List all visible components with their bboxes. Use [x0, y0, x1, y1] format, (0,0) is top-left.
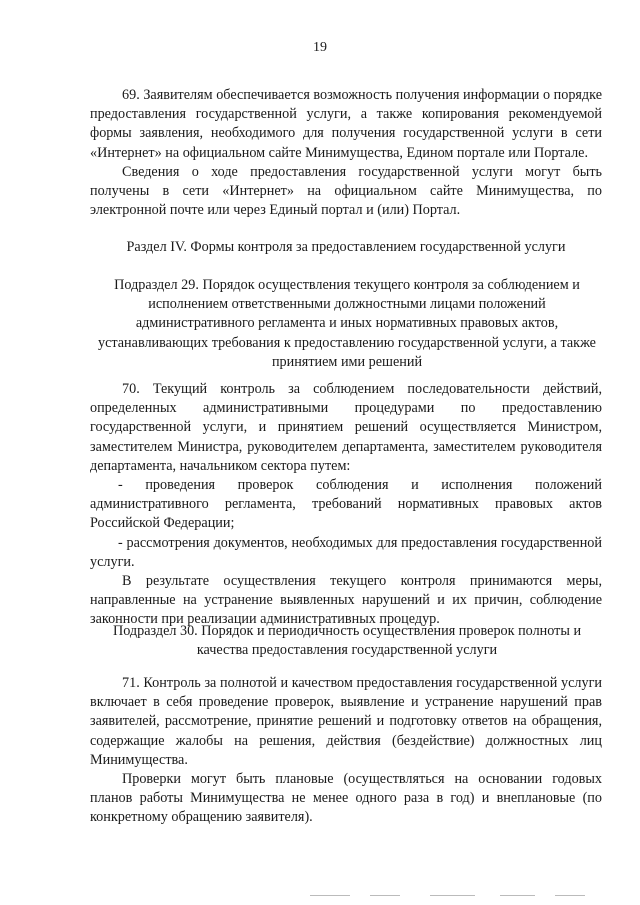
clause-69	[90, 86, 602, 220]
clause-71	[90, 674, 602, 828]
subsection-29-heading: Подраздел 29. Порядок осуществления текущего контроля за соблюдением и исполнением ответственными должностными лицами положений административного регламента и иных нормативных правовых актов, устанавливающих требования к предоставлению государственной услуги, а также принятием ими решений	[98, 277, 596, 370]
clause-70	[90, 380, 602, 630]
paragraph-69: 69. Заявителям обеспечивается возможность получения информации о порядке предоставления государственной услуги, а также копирования рекомендуемой формы заявления, необходимого для получения государственной услуги в сети «Интернет» на официальном сайте Минимущества, Едином портале или Портале.	[90, 87, 602, 161]
subsection-30-heading-block	[94, 622, 600, 660]
paragraph-70-item-checks: - проведения проверок соблюдения и исполнения положений административного регламента, требований нормативных правовых актов Российской Федерации;	[90, 477, 602, 532]
paragraph-71-checks: Проверки могут быть плановые (осуществляться на основании годовых планов работы Минимущества не менее одного раза в год) и внеплановые (по конкретному обращению заявителя).	[90, 771, 602, 826]
subsection-30-heading: Подраздел 30. Порядок и периодичность осуществления проверок полноты и качества предоставления государственной услуги	[112, 623, 582, 659]
paragraph-71: 71. Контроль за полнотой и качеством предоставления государственной услуги включает в себя проведение проверок, выявление и устранение нарушений прав заявителей, рассмотрение, принятие решений и подготовку ответов на обращения, содержащие жалобы на решения, действия (бездействие) должностных лиц Минимущества.	[90, 675, 602, 768]
paragraph-69-status: Сведения о ходе предоставления государственной услуги могут быть получены в сети «Интернет» на официальном сайте Минимущества, по электронной почте или через Единый портал и (или) Портал.	[90, 163, 602, 219]
subsection-29-heading-block	[94, 276, 600, 372]
section-iv-heading-block	[90, 238, 602, 257]
paragraph-70-result: В результате осуществления текущего контроля принимаются меры, направленные на устранение выявленных нарушений и их причин, соблюдение законности при реализации административных процедур.	[90, 573, 602, 628]
paragraph-70: 70. Текущий контроль за соблюдением последовательности действий, определенных административными процедурами по предоставлению государственной услуги, и принятием решений осуществляется Министром, заместителем Министра, руководителем департамента, заместителем руководителя департамента, начальником сектора путем:	[90, 381, 602, 474]
section-iv-heading: Раздел IV. Формы контроля за предоставлением государственной услуги	[126, 239, 566, 255]
page-number: 19	[313, 40, 327, 55]
paragraph-70-item-documents: - рассмотрения документов, необходимых для предоставления государственной услуги.	[90, 534, 602, 570]
scan-artifact-marks	[300, 893, 600, 899]
